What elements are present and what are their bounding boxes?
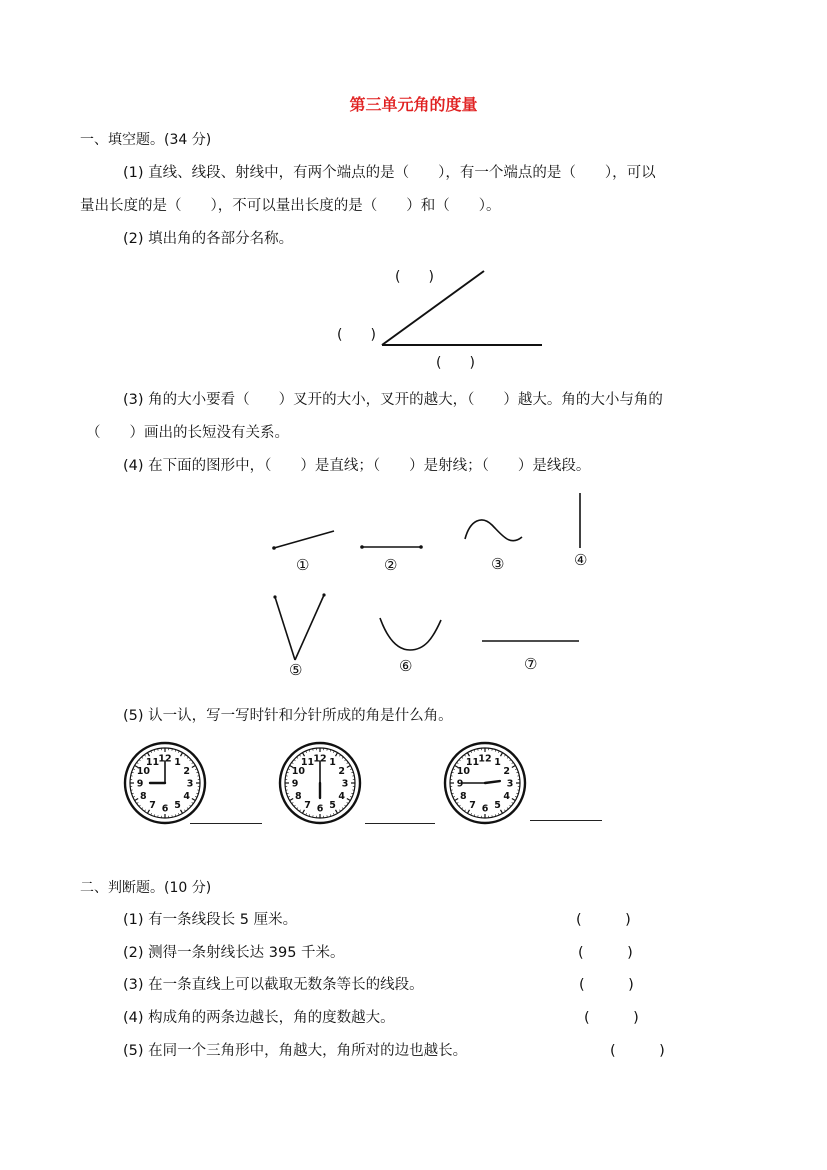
clock-number: 9 [456,778,464,790]
clock-number: 7 [304,800,311,812]
clock-number: 6 [481,803,489,815]
judge-item-2: (2) 测得一条射线长达 395 千米。 [123,945,345,961]
clock-number: 3 [186,778,194,790]
clock-number: 2 [503,766,510,777]
figures-row-1 [260,485,600,570]
clock-number: 8 [295,791,302,802]
clock-number: 7 [149,800,156,812]
figure-label-2: ② [384,556,398,574]
judge-blank-3[interactable]: ( ) [579,977,634,993]
clock-number: 11 [145,756,160,768]
clock-number: 11 [300,756,315,768]
figure-2-endpoint-b [419,545,423,549]
q2-text: (2) 填出角的各部分名称。 [123,231,294,247]
section2-heading: 二、判断题。(10 分) [80,880,212,896]
clock-number: 8 [140,791,147,802]
section1-heading: 一、填空题。(34 分) [80,132,212,148]
clock-number: 3 [506,778,514,790]
clock-number: 9 [291,778,299,790]
figure-5-endpoint-a [273,595,276,598]
clock-number: 6 [161,803,169,815]
clock-3 [440,738,530,828]
figure-2-endpoint-a [360,545,364,549]
judge-item-1: (1) 有一条线段长 5 厘米。 [123,912,298,928]
figure-6-curve [380,618,441,650]
figure-5-endpoint-b [322,593,325,596]
clock-number: 6 [316,803,324,815]
clock-number: 5 [329,800,336,812]
q1-line2: 量出长度的是（ ），不可以量出长度的是（ ）和（ ）。 [80,198,501,214]
angle-label-side-bottom: ( ) [436,355,475,371]
angle-label-side: ( ) [395,269,434,285]
judge-blank-4[interactable]: ( ) [584,1010,639,1026]
q1-line1: (1) 直线、线段、射线中，有两个端点的是（ ），有一个端点的是（ ），可以 [123,165,656,181]
judge-blank-1[interactable]: ( ) [576,912,631,928]
clock-number: 11 [465,756,480,768]
figure-label-6: ⑥ [399,657,413,675]
figure-3-curve [465,520,522,541]
clock-number: 12 [478,753,492,765]
judge-blank-2[interactable]: ( ) [578,945,633,961]
figure-5-right [295,595,324,660]
clock-number: 4 [503,791,510,802]
clock-number: 2 [183,766,190,777]
clock-number: 10 [291,766,305,777]
figure-label-7: ⑦ [524,655,538,673]
answer-line-3[interactable] [530,820,602,821]
clock-number: 5 [174,800,181,812]
judge-item-4: (4) 构成角的两条边越长，角的度数越大。 [123,1010,395,1026]
figure-label-5: ⑤ [289,661,303,679]
figures-row-2 [260,590,600,665]
figure-label-1: ① [296,556,310,574]
figure-label-3: ③ [491,555,505,573]
page-title: 第三单元角的度量 [349,95,478,114]
q4-text: (4) 在下面的图形中，（ ）是直线；（ ）是射线；（ ）是线段。 [123,458,591,474]
clock-number: 9 [136,778,144,790]
clock-number: 1 [329,756,336,768]
q3-line2: （ ）画出的长短没有关系。 [86,425,289,441]
clock-number: 1 [174,756,181,768]
answer-line-2[interactable] [365,823,435,824]
clock-number: 12 [158,753,172,765]
clock-number: 4 [183,791,190,802]
figure-1-endpoint [272,546,276,550]
clock-number: 3 [341,778,349,790]
figure-label-4: ④ [574,551,588,569]
angle-label-vertex: ( ) [337,327,376,343]
judge-item-3: (3) 在一条直线上可以截取无数条等长的线段。 [123,977,424,993]
answer-line-1[interactable] [190,823,262,824]
clock-number: 2 [338,766,345,777]
q3-line1: (3) 角的大小要看（ ）叉开的大小，叉开的越大，（ ）越大。角的大小与角的 [123,392,663,408]
clock-number: 1 [494,756,501,768]
clock-number: 12 [313,753,327,765]
clock-number: 5 [494,800,501,812]
figure-1-line [274,531,334,548]
clock-number: 10 [456,766,470,777]
clock-number: 4 [338,791,345,802]
clock-number: 10 [136,766,150,777]
judge-item-5: (5) 在同一个三角形中，角越大，角所对的边也越长。 [123,1043,468,1059]
q5-text: (5) 认一认，写一写时针和分针所成的角是什么角。 [123,708,453,724]
judge-blank-5[interactable]: ( ) [610,1043,665,1059]
clock-number: 8 [460,791,467,802]
figure-5-left [275,597,295,660]
clock-1 [120,738,210,828]
clock-number: 7 [469,800,476,812]
clock-2 [275,738,365,828]
